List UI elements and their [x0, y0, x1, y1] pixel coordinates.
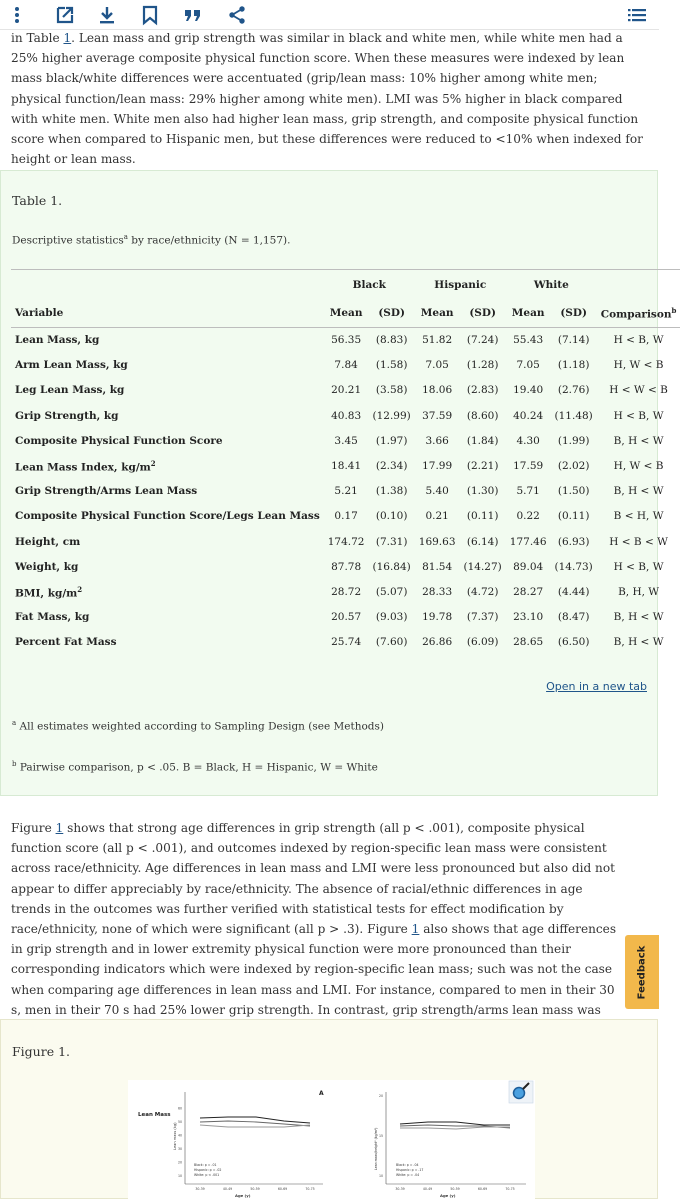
cell-black-mean: 18.41 [331, 460, 362, 473]
external-link-icon[interactable] [54, 4, 76, 26]
cell-black-sd: (8.83) [375, 334, 408, 347]
row-variable: Lean Mass Index, $kg/m^2$ [15, 458, 156, 474]
cell-black-sd: (0.10) [375, 510, 408, 523]
cell-hispanic-mean: 51.82 [422, 334, 453, 347]
cell-black-mean: 25.74 [331, 636, 362, 649]
age-ticks-tick: 30-39 [395, 1187, 405, 1191]
cell-black-sd: (9.03) [375, 611, 408, 624]
cell-black-sd: (12.99) [372, 409, 411, 422]
cell-comparison: B < H, W [613, 510, 664, 523]
cell-hispanic-sd: (4.72) [466, 585, 499, 598]
group-header-black: Black [324, 270, 415, 300]
row-variable: Composite Physical Function Score [15, 434, 223, 447]
cell-black-sd: (3.58) [375, 384, 408, 397]
row-variable: Grip Strength/Arms Lean Mass [15, 485, 198, 498]
table-row [11, 554, 680, 579]
table-column-header-row [11, 300, 680, 328]
left-legend-white: White: p < .001 [194, 1173, 220, 1177]
age-ticks-tick: 40-49 [222, 1187, 233, 1191]
cell-white-sd: (7.14) [557, 334, 590, 347]
header-mean: Mean [324, 300, 369, 328]
cell-black-mean: 56.35 [331, 334, 362, 347]
cell-hispanic-sd: (2.83) [466, 384, 499, 397]
cell-white-mean: 5.71 [516, 485, 540, 498]
cell-white-mean: 7.05 [516, 359, 540, 372]
cell-hispanic-sd: (7.24) [466, 334, 499, 347]
cell-black-sd: (1.97) [375, 434, 408, 447]
cell-hispanic-sd: (6.09) [466, 636, 499, 649]
table-row [11, 529, 680, 554]
cell-white-mean: 17.59 [513, 460, 544, 473]
cell-hispanic-sd: (1.30) [466, 485, 499, 498]
cell-black-mean: 5.21 [334, 485, 358, 498]
cell-hispanic-sd: (1.28) [466, 359, 499, 372]
table-row [11, 428, 680, 453]
cell-white-sd: (2.76) [557, 384, 590, 397]
cell-white-sd: (6.50) [557, 636, 590, 649]
cite-icon[interactable] [182, 4, 204, 26]
left-yticks-tick: 10 [177, 1174, 182, 1178]
cell-white-sd: (1.50) [557, 485, 590, 498]
cell-black-mean: 40.83 [331, 409, 362, 422]
age-ticks-tick: 40-49 [422, 1187, 433, 1191]
cell-comparison: H < B < W [609, 535, 668, 548]
table-title: Table 1. [12, 193, 63, 208]
cell-hispanic-mean: 81.54 [422, 560, 453, 573]
cell-black-mean: 20.57 [331, 611, 362, 624]
cell-black-mean: 28.72 [331, 585, 362, 598]
figure-1-thumbnail[interactable] [128, 1080, 535, 1200]
cell-white-sd: (0.11) [557, 510, 590, 523]
right-legend-black: Black: p = .04 [396, 1163, 419, 1167]
cell-hispanic-mean: 19.78 [422, 611, 453, 624]
cell-comparison: B, H < W [613, 611, 664, 624]
right-legend-white: White: p = .04 [396, 1173, 420, 1177]
cell-comparison: H < B, W [613, 409, 664, 422]
cell-hispanic-mean: 5.40 [425, 485, 449, 498]
cell-hispanic-mean: 37.59 [422, 409, 453, 422]
cell-hispanic-sd: (2.21) [466, 460, 499, 473]
group-header-white: White [506, 270, 597, 300]
cell-white-sd: (14.73) [554, 560, 593, 573]
feedback-button[interactable] [625, 935, 659, 1009]
row-variable: Grip Strength, kg [15, 409, 119, 422]
cell-comparison: B, H < W [613, 485, 664, 498]
left-y-axis-label: Lean mass (kg) [173, 1122, 177, 1150]
table-row [11, 353, 680, 378]
table-row [11, 378, 680, 403]
results-paragraph-1: in Table 1. Lean mass and grip strength was similar in black and white men, while white men had a 25% higher average composite physical function score. When these measures were indexed by lean mass black/white differences were accentuated (grip/lean mass: 10% higher among white men; physical function/lean mass: 29% higher among white men). LMI was 5% higher in black compared with white men. White men also had higher lean mass, grip strength, and composite physical function score when compared to Hispanic men, but these differences were reduced to <10% when indexed for height or lean mass. [11, 31, 643, 167]
left-legend-hispanic: Hispanic: p = .02 [194, 1168, 222, 1172]
cell-hispanic-mean: 169.63 [418, 535, 456, 548]
age-ticks-tick: 30-39 [195, 1187, 205, 1191]
cell-white-sd: (1.99) [557, 434, 590, 447]
left-yticks-tick: 60 [177, 1106, 182, 1111]
cell-white-sd: (8.47) [557, 611, 590, 624]
age-ticks-tick: 70-75 [505, 1187, 515, 1191]
figure-1-panel [0, 1019, 658, 1199]
table-row [11, 453, 680, 478]
cell-black-sd: (2.34) [375, 460, 408, 473]
cell-hispanic-mean: 0.21 [425, 510, 449, 523]
cell-white-mean: 4.30 [516, 434, 540, 447]
figure-1-link[interactable]: 1 [55, 821, 64, 835]
cell-black-mean: 0.17 [334, 510, 358, 523]
cell-white-sd: (11.48) [554, 409, 593, 422]
cell-white-mean: 28.27 [513, 585, 544, 598]
right-panel [374, 1092, 526, 1198]
row-variable: Arm Lean Mass, kg [15, 359, 128, 372]
cell-black-sd: (1.38) [375, 485, 408, 498]
feedback-label: Feedback [636, 945, 648, 999]
cell-white-mean: 89.04 [513, 560, 544, 573]
table-caption: Descriptive statistics$^a$ by race/ethnicity (N = 1,157). [12, 233, 291, 247]
cell-hispanic-mean: 7.05 [425, 359, 449, 372]
cell-white-sd: (6.93) [557, 535, 590, 548]
cell-white-mean: 0.22 [516, 510, 540, 523]
cell-comparison: H, W < B [613, 460, 664, 473]
cell-black-sd: (7.60) [375, 636, 408, 649]
left-legend-black: Black: p = .01 [194, 1163, 217, 1167]
figure-title: Figure 1. [12, 1044, 70, 1059]
cell-comparison: B, H < W [613, 636, 664, 649]
cell-white-mean: 55.43 [513, 334, 544, 347]
header-sd: (SD) [460, 300, 506, 328]
figure-1-graphic [128, 1080, 535, 1200]
left-panel [173, 1092, 323, 1198]
cell-white-mean: 19.40 [513, 384, 544, 397]
age-ticks-tick: 50-59 [250, 1187, 260, 1191]
row-variable: BMI, $kg/m^2$ [15, 584, 83, 600]
cell-hispanic-mean: 17.99 [422, 460, 453, 473]
row-variable: Height, cm [15, 535, 81, 548]
footnote-a: $^a$ All estimates weighted according to Sampling Design (see Methods) [12, 719, 384, 733]
figure-panel-label: A [319, 1090, 324, 1097]
descriptive-statistics-table [11, 269, 680, 655]
table-row [11, 579, 680, 604]
header-mean: Mean [506, 300, 551, 328]
cell-black-sd: (16.84) [372, 560, 411, 573]
cell-white-mean: 28.65 [513, 636, 544, 649]
cell-black-mean: 174.72 [327, 535, 365, 548]
right-yticks-tick: 10 [378, 1174, 383, 1178]
share-icon[interactable] [226, 4, 248, 26]
cell-black-mean: 7.84 [334, 359, 358, 372]
more-vertical-icon[interactable] [6, 4, 28, 26]
group-header-hispanic: Hispanic [415, 270, 506, 300]
cell-hispanic-sd: (1.84) [466, 434, 499, 447]
cell-hispanic-sd: (6.14) [466, 535, 499, 548]
header-comparison: Comparison$^b$ [597, 300, 680, 328]
left-yticks-tick: 40 [177, 1133, 182, 1138]
cell-comparison: B, H, W [618, 585, 660, 598]
header-sd: (SD) [369, 300, 415, 328]
cell-black-sd: (1.58) [375, 359, 408, 372]
row-variable: Leg Lean Mass, kg [15, 384, 125, 397]
cell-white-mean: 23.10 [513, 611, 544, 624]
cell-hispanic-sd: (8.60) [466, 409, 499, 422]
left-yticks-tick: 50 [177, 1120, 182, 1124]
age-ticks-tick: 60-69 [477, 1187, 488, 1191]
table-row [11, 630, 680, 655]
table-row [11, 479, 680, 504]
cell-comparison: H, W < B [613, 359, 664, 372]
cell-black-sd: (5.07) [375, 585, 408, 598]
bookmark-icon[interactable] [139, 4, 161, 26]
cell-black-mean: 20.21 [331, 384, 362, 397]
row-variable: Lean Mass, kg [15, 334, 100, 347]
cell-hispanic-mean: 3.66 [425, 434, 449, 447]
open-in-new-tab-link[interactable]: Open in a new tab [546, 680, 647, 693]
age-ticks-tick: 60-69 [277, 1187, 288, 1191]
table-1-link[interactable]: 1 [63, 31, 72, 45]
table-body [11, 328, 680, 655]
download-icon[interactable] [96, 4, 118, 26]
cell-white-sd: (1.18) [557, 359, 590, 372]
cell-comparison: H < B, W [613, 560, 664, 573]
table-row [11, 605, 680, 630]
table-1-panel [0, 170, 677, 796]
zoom-icon[interactable] [509, 1081, 533, 1103]
right-y-axis-label: Lean mass/height² (kg/m²) [374, 1127, 378, 1170]
row-variable: Percent Fat Mass [15, 636, 117, 649]
cell-hispanic-mean: 18.06 [422, 384, 453, 397]
article-toolbar [0, 0, 659, 30]
table-row [11, 403, 680, 428]
left-x-axis-label: Age (y) [235, 1193, 251, 1198]
cell-comparison: H < B, W [613, 334, 664, 347]
right-legend-hispanic: Hispanic: p = .17 [396, 1168, 424, 1172]
cell-black-sd: (7.31) [375, 535, 408, 548]
cell-white-mean: 177.46 [509, 535, 547, 548]
cell-hispanic-sd: (7.37) [466, 611, 499, 624]
right-yticks-tick: 20 [378, 1094, 383, 1098]
table-row [11, 504, 680, 529]
cell-hispanic-mean: 28.33 [422, 585, 453, 598]
header-sd: (SD) [551, 300, 597, 328]
cell-comparison: B, H < W [613, 434, 664, 447]
footnote-b: $^b$ Pairwise comparison, p < .05. B = Black, H = Hispanic, W = White [12, 760, 378, 774]
right-x-axis-label: Age (y) [440, 1193, 456, 1198]
left-yticks-tick: 20 [177, 1160, 182, 1165]
row-variable: Fat Mass, kg [15, 611, 90, 624]
row-variable: Composite Physical Function Score/Legs Lean Mass [15, 510, 320, 523]
row-variable: Weight, kg [15, 560, 79, 573]
menu-icon[interactable] [626, 4, 648, 26]
cell-black-mean: 3.45 [334, 434, 358, 447]
figure-row-label: Lean Mass [138, 1112, 171, 1118]
header-mean: Mean [415, 300, 460, 328]
cell-comparison: H < W < B [609, 384, 668, 397]
age-ticks-tick: 70-75 [305, 1187, 315, 1191]
age-ticks-tick: 50-59 [450, 1187, 460, 1191]
cell-hispanic-mean: 26.86 [422, 636, 453, 649]
cell-white-mean: 40.24 [513, 409, 544, 422]
cell-white-sd: (4.44) [557, 585, 590, 598]
cell-hispanic-sd: (0.11) [466, 510, 499, 523]
table-group-header-row [11, 270, 680, 300]
cell-hispanic-sd: (14.27) [463, 560, 502, 573]
cell-black-mean: 87.78 [331, 560, 362, 573]
cell-white-sd: (2.02) [557, 460, 590, 473]
header-variable: Variable [11, 300, 324, 328]
right-yticks-tick: 15 [378, 1134, 383, 1138]
table-row [11, 328, 680, 353]
results-paragraph-2: Figure 1 shows that strong age differences in grip strength (all p < .001), composite physical function score (all p < .001), and outcomes indexed by region-specific lean mass were consistent across race/ethnicity. Age differences in lean mass and LMI were less pronounced but also did not appear to differ appreciably by race/ethnicity. The absence of racial/ethnic differences in age trends in the outcomes was further verified with statistical tests for effect modification by race/ethnicity, none of which were significant (all p > .3). Figure 1 also shows that age differences in grip strength and in lower extremity physical function were more pronounced than their corresponding indicators which were indexed by region-specific lean mass; such was not the case when comparing age differences in lean mass and LMI. For instance, compared to men in their 30 s, men in their 70 s had 25% lower grip strength. In contrast, grip strength/arms lean mass was [11, 821, 617, 1017]
left-yticks-tick: 30 [177, 1147, 182, 1151]
figure-1-link[interactable]: 1 [411, 922, 420, 937]
